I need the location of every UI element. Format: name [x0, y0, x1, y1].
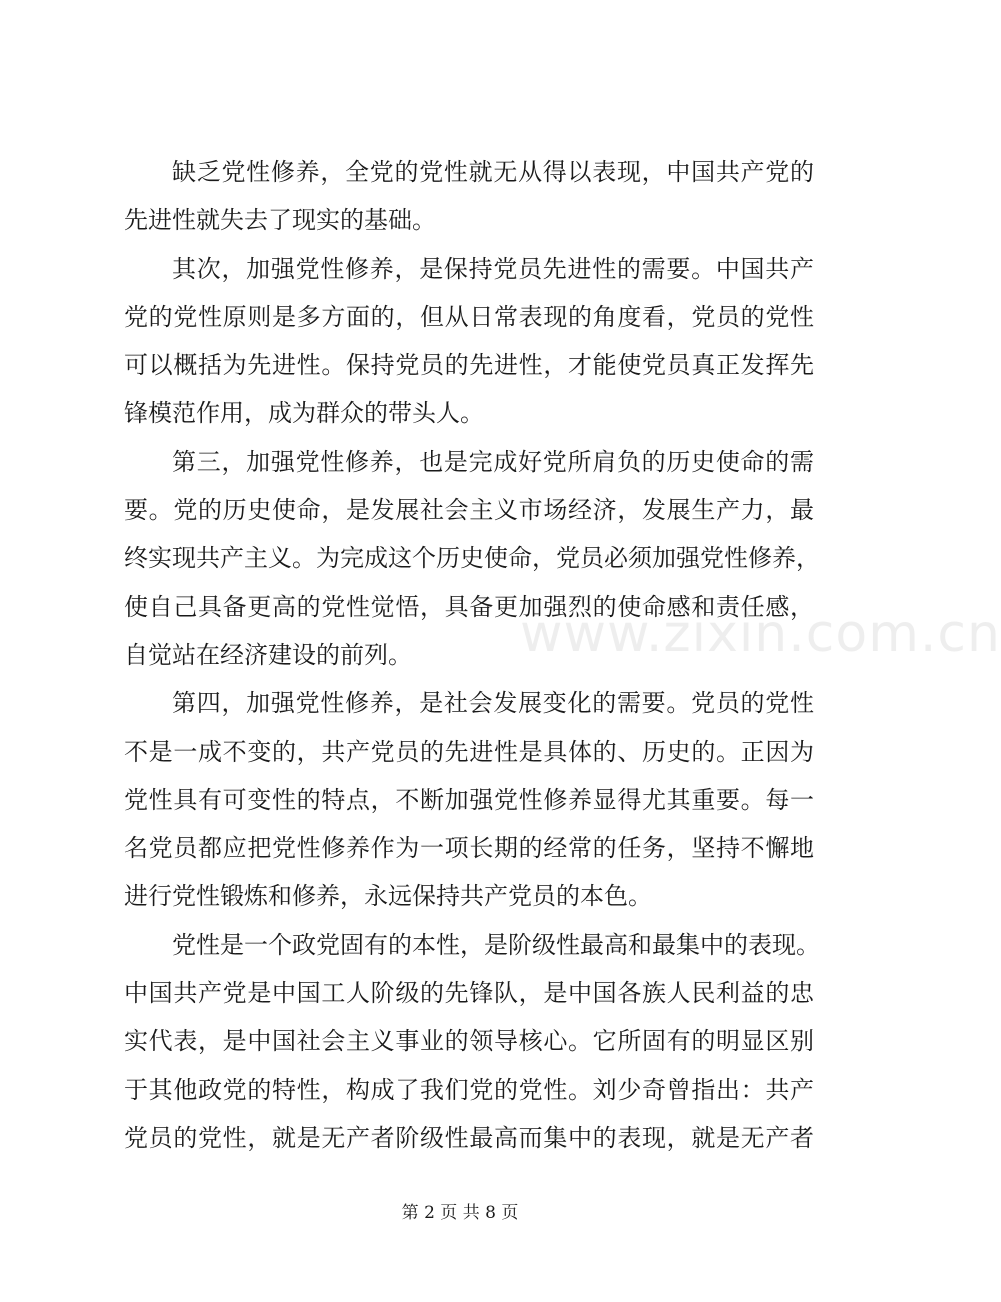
paragraph — [124, 679, 814, 920]
text-line: 第四，加强党性修养，是社会发展变化的需要。党员的党性 — [172, 689, 814, 718]
text-line: 党性是一个政党固有的本性，是阶级性最高和最集中的表现。 — [172, 930, 820, 959]
text-line: 实代表，是中国社会主义事业的领导核心。它所固有的明显区别 — [124, 1027, 814, 1056]
text-line: 不是一成不变的，共产党员的先进性是具体的、历史的。正因为 — [124, 737, 814, 766]
text-line: 先进性就失去了现实的基础。 — [124, 206, 436, 235]
text-line: 自觉站在经济建设的前列。 — [124, 640, 412, 669]
text-line: 党的党性原则是多方面的，但从日常表现的角度看，党员的党性 — [124, 302, 814, 331]
text-line: 锋模范作用，成为群众的带头人。 — [124, 399, 484, 428]
page-footer: 第 2 页 共 8 页 — [401, 1203, 519, 1223]
text-line: 使自己具备更高的党性觉悟，具备更加强烈的使命感和责任感， — [124, 592, 814, 621]
text-line: 其次，加强党性修养，是保持党员先进性的需要。中国共产 — [172, 254, 814, 283]
text-line: 于其他政党的特性，构成了我们党的党性。刘少奇曾指出：共产 — [124, 1075, 814, 1104]
watermark: www.zixin.com.cn — [520, 604, 1001, 664]
text-line: 名党员都应把党性修养作为一项长期的经常的任务，坚持不懈地 — [124, 834, 814, 863]
paragraph — [124, 245, 814, 438]
text-line: 党员的党性，就是无产者阶级性最高而集中的表现，就是无产者 — [124, 1123, 814, 1152]
text-line: 中国共产党是中国工人阶级的先锋队，是中国各族人民利益的忠 — [124, 979, 814, 1008]
paragraph — [124, 921, 820, 1162]
text-line: 要。党的历史使命，是发展社会主义市场经济，发展生产力，最 — [124, 496, 814, 525]
text-line: 第三，加强党性修养，也是完成好党所肩负的历史使命的需 — [172, 447, 814, 476]
text-line: 进行党性锻炼和修养，永远保持共产党员的本色。 — [124, 882, 652, 911]
text-line: 党性具有可变性的特点，不断加强党性修养显得尤其重要。每一 — [124, 785, 814, 814]
text-line: 缺乏党性修养，全党的党性就无从得以表现，中国共产党的 — [172, 158, 814, 186]
text-line: 可以概括为先进性。保持党员的先进性，才能使党员真正发挥先 — [124, 351, 814, 380]
paragraph — [124, 148, 814, 245]
text-line: 终实现共产主义。为完成这个历史使命，党员必须加强党性修养， — [124, 544, 820, 573]
